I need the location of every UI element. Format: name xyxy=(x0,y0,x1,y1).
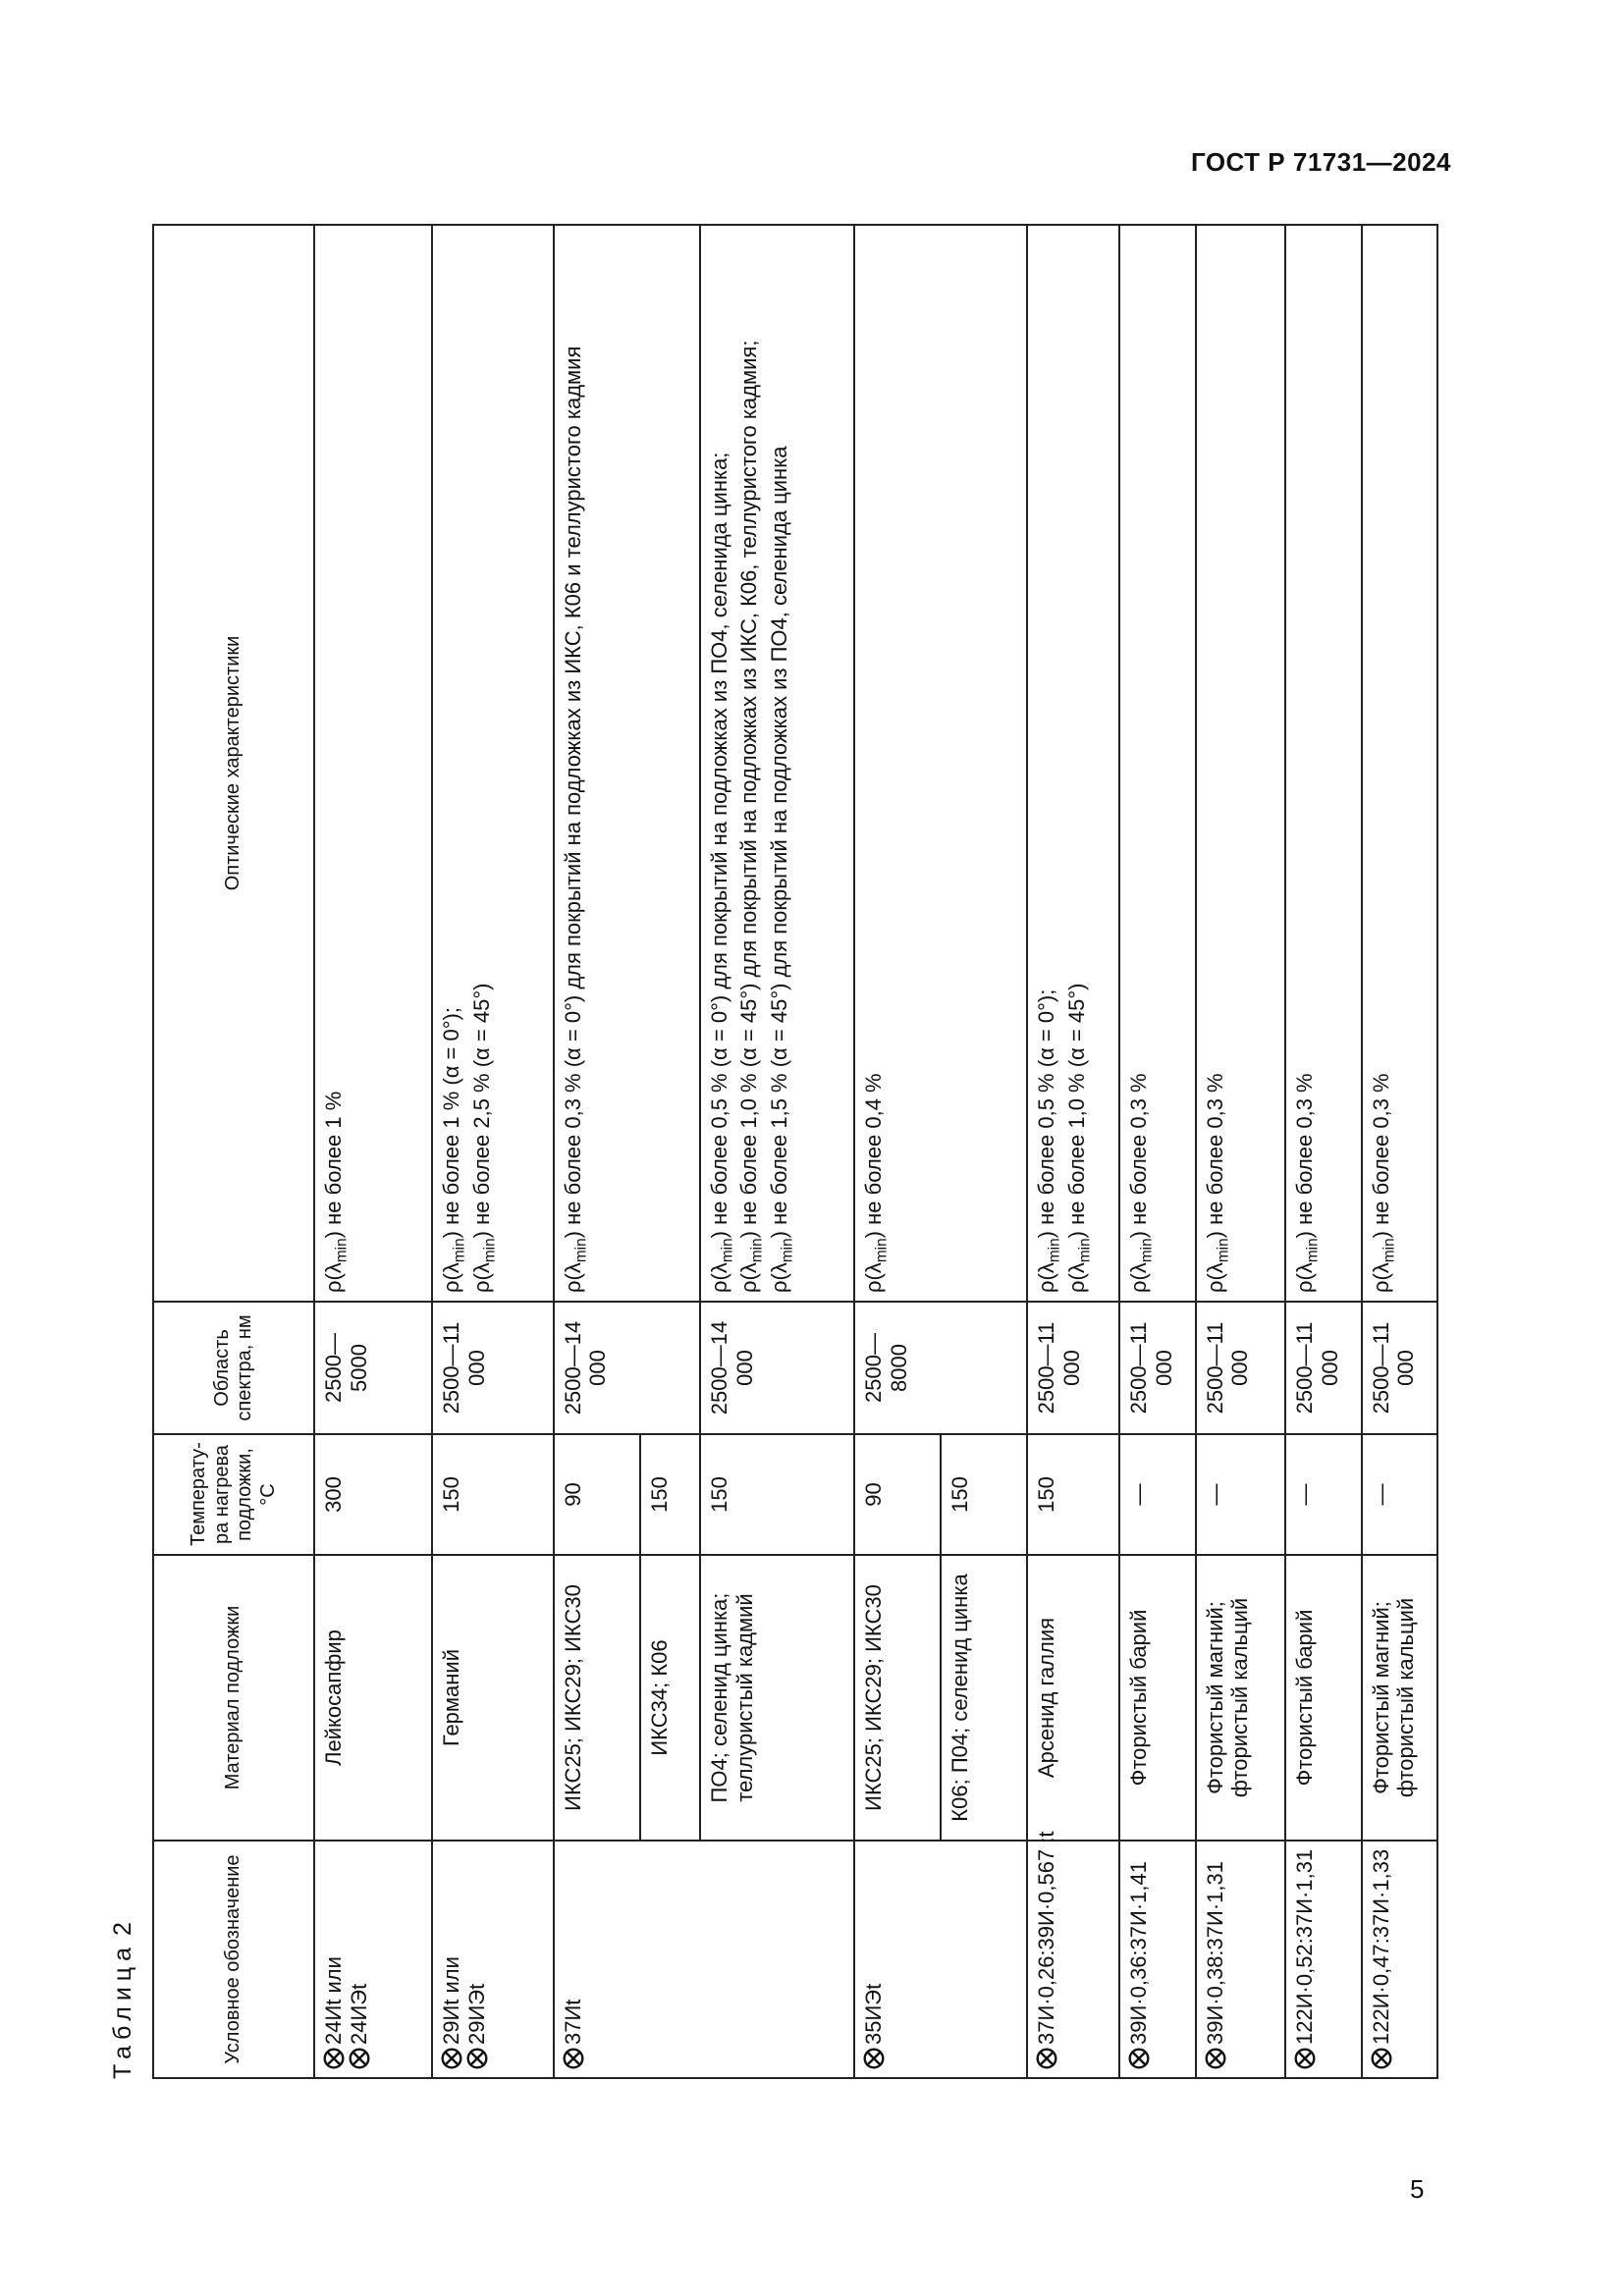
optical-line: $\rho(\lambda_{min})$ не более 0,5 % (α = 0°) для покрытий на подложках из ПО4, селенида цинка; xyxy=(706,452,736,1293)
header-row xyxy=(153,225,314,2078)
optical-line: $\rho(\lambda_{min})$ не более 1,0 % (α = 45°) для покрытий на подложках из ИКС, К06, теллуристого кадмия; xyxy=(736,340,766,1293)
designation: 37И·0,26:39И·0,567 :t xyxy=(1034,1849,1059,2069)
optical-line: $\rho(\lambda_{min})$ не более 0,3 % xyxy=(1202,1073,1231,1293)
designation: 24ИЭt xyxy=(347,1849,372,2069)
table-row xyxy=(314,225,432,2078)
spectrum-cell: 2500—11 000 xyxy=(1362,1302,1437,1434)
caption-number: 2 xyxy=(109,1922,136,1936)
optical-cell xyxy=(1196,225,1286,1302)
designation-cell xyxy=(554,1841,855,2078)
table-row xyxy=(432,225,553,2078)
designation: 122И·0,52:37И·1,31 xyxy=(1292,1849,1318,2069)
designation-cell xyxy=(1285,1841,1361,2078)
table-row xyxy=(854,225,941,2078)
designation: 29Иt или xyxy=(439,1849,464,2069)
col-spectrum: Область спектра, нм xyxy=(153,1302,314,1434)
temperature-cell: — xyxy=(1285,1434,1361,1555)
temperature-cell: 300 xyxy=(314,1434,432,1555)
cross-circle-icon xyxy=(349,2048,370,2069)
spectrum-cell: 2500—11 000 xyxy=(1196,1302,1286,1434)
temperature-cell: 90 xyxy=(554,1434,640,1555)
cross-circle-icon xyxy=(1128,2048,1150,2069)
material-cell: Лейкосапфир xyxy=(314,1555,432,1841)
cross-circle-icon xyxy=(863,2048,885,2069)
spectrum-cell: 2500—14 000 xyxy=(554,1302,700,1434)
spectrum-cell: 2500—14 000 xyxy=(700,1302,854,1434)
col-material: Материал подложки xyxy=(153,1555,314,1841)
spectrum-cell: 2500—8000 xyxy=(854,1302,1027,1434)
optical-cell xyxy=(314,225,432,1302)
table-row xyxy=(554,225,640,2078)
temperature-cell: 150 xyxy=(700,1434,854,1555)
temperature-cell: 90 xyxy=(854,1434,941,1555)
cross-circle-icon xyxy=(1036,2048,1057,2069)
optical-line: $\rho(\lambda_{min})$ не более 0,3 % xyxy=(1292,1073,1322,1293)
designation: 39И·0,38:37И·1,31 xyxy=(1203,1849,1228,2069)
temperature-cell: 150 xyxy=(941,1434,1027,1555)
designation: 122И·0,47:37И·1,33 xyxy=(1369,1849,1394,2069)
designation: 24Иt или xyxy=(321,1849,347,2069)
material-cell: Арсенид галлия xyxy=(1027,1555,1119,1841)
table-caption xyxy=(109,1922,137,2079)
temperature-cell: — xyxy=(1196,1434,1286,1555)
col-temperature: Температу-ра нагрева подложки, °С xyxy=(153,1434,314,1555)
cross-circle-icon xyxy=(563,2048,584,2069)
optical-line: $\rho(\lambda_{min})$ не более 0,4 % xyxy=(861,1073,891,1293)
optical-line: $\rho(\lambda_{min})$ не более 0,3 % xyxy=(1368,1073,1397,1293)
table-row xyxy=(1362,225,1437,2078)
cross-circle-icon xyxy=(1205,2048,1226,2069)
optical-coatings-table xyxy=(152,224,1438,2079)
designation-cell xyxy=(854,1841,1027,2078)
table-row xyxy=(1285,225,1361,2078)
page-number: 5 xyxy=(1410,2174,1425,2204)
rotated-table-wrapper xyxy=(109,226,1438,2079)
caption-word: Таблица xyxy=(109,1941,136,2079)
material-cell: К06; П04; селенид цинка xyxy=(941,1555,1027,1841)
optical-line: $\rho(\lambda_{min})$ не более 1 % xyxy=(321,1091,351,1293)
optical-line: $\rho(\lambda_{min})$ не более 1,5 % (α = 45°) для покрытий на подложках из ПО4, селенида цинка xyxy=(766,446,796,1293)
optical-cell xyxy=(1285,225,1361,1302)
spectrum-cell: 2500—11 000 xyxy=(1119,1302,1195,1434)
designation-cell xyxy=(1362,1841,1437,2078)
optical-cell xyxy=(854,225,1027,1302)
spectrum-cell: 2500—5000 xyxy=(314,1302,432,1434)
optical-cell xyxy=(1362,225,1437,1302)
table-area xyxy=(109,226,1438,2079)
designation-cell xyxy=(1119,1841,1195,2078)
temperature-cell: — xyxy=(1362,1434,1437,1555)
spectrum-cell: 2500—11 000 xyxy=(432,1302,553,1434)
material-cell: ИКС25; ИКС29; ИКС30 xyxy=(854,1555,941,1841)
optical-line: $\rho(\lambda_{min})$ не более 0,3 % xyxy=(1126,1073,1156,1293)
standard-number: ГОСТ Р 71731—2024 xyxy=(1190,147,1451,177)
designation: 39И·0,36:37И·1,41 xyxy=(1126,1849,1152,2069)
optical-cell xyxy=(554,225,700,1302)
table-row xyxy=(700,225,854,2078)
spectrum-cell: 2500—11 000 xyxy=(1027,1302,1119,1434)
cross-circle-icon xyxy=(323,2048,345,2069)
designation-cell xyxy=(1196,1841,1286,2078)
material-cell: ПО4; селенид цинка; теллуристый кадмий xyxy=(700,1555,854,1841)
table-row xyxy=(1119,225,1195,2078)
temperature-cell: 150 xyxy=(640,1434,700,1555)
designation: 29ИЭt xyxy=(464,1849,490,2069)
spectrum-cell: 2500—11 000 xyxy=(1285,1302,1361,1434)
col-optical: Оптические характеристики xyxy=(153,225,314,1302)
temperature-cell: 150 xyxy=(432,1434,553,1555)
designation: 35ИЭt xyxy=(861,1849,887,2069)
temperature-cell: 150 xyxy=(1027,1434,1119,1555)
designation-cell xyxy=(314,1841,432,2078)
material-cell: Фтористый магний; фтористый кальций xyxy=(1196,1555,1286,1841)
optical-cell xyxy=(700,225,854,1302)
material-cell: Фтористый магний; фтористый кальций xyxy=(1362,1555,1437,1841)
material-cell: Фтористый барий xyxy=(1119,1555,1195,1841)
optical-line: $\rho(\lambda_{min})$ не более 2,5 % (α = 45°) xyxy=(468,983,499,1293)
cross-circle-icon xyxy=(1371,2048,1392,2069)
optical-line: $\rho(\lambda_{min})$ не более 1 % (α = 0°); xyxy=(439,1007,468,1293)
optical-cell xyxy=(1119,225,1195,1302)
optical-line: $\rho(\lambda_{min})$ не более 1,0 % (α = 45°) xyxy=(1063,983,1094,1293)
col-designation: Условное обозначение xyxy=(153,1841,314,2078)
designation-cell xyxy=(1027,1831,1119,2078)
optical-line: $\rho(\lambda_{min})$ не более 0,3 % (α = 0°) для покрытий на подложках из ИКС, К06 и теллуристого кадмия xyxy=(560,346,589,1293)
material-cell: Фтористый барий xyxy=(1285,1555,1361,1841)
temperature-cell: — xyxy=(1119,1434,1195,1555)
optical-cell xyxy=(432,225,553,1302)
optical-cell xyxy=(1027,225,1119,1302)
material-cell: Германий xyxy=(432,1555,553,1841)
cross-circle-icon xyxy=(466,2048,488,2069)
material-cell: ИКС25; ИКС29; ИКС30 xyxy=(554,1555,640,1841)
table-row xyxy=(1027,225,1119,2078)
material-cell: ИКС34; К06 xyxy=(640,1555,700,1841)
cross-circle-icon xyxy=(441,2048,462,2069)
table-row xyxy=(1196,225,1286,2078)
designation-cell xyxy=(432,1841,553,2078)
designation: 37Иt xyxy=(561,1849,586,2069)
cross-circle-icon xyxy=(1294,2048,1316,2069)
optical-line: $\rho(\lambda_{min})$ не более 0,5 % (α = 0°); xyxy=(1034,988,1063,1293)
